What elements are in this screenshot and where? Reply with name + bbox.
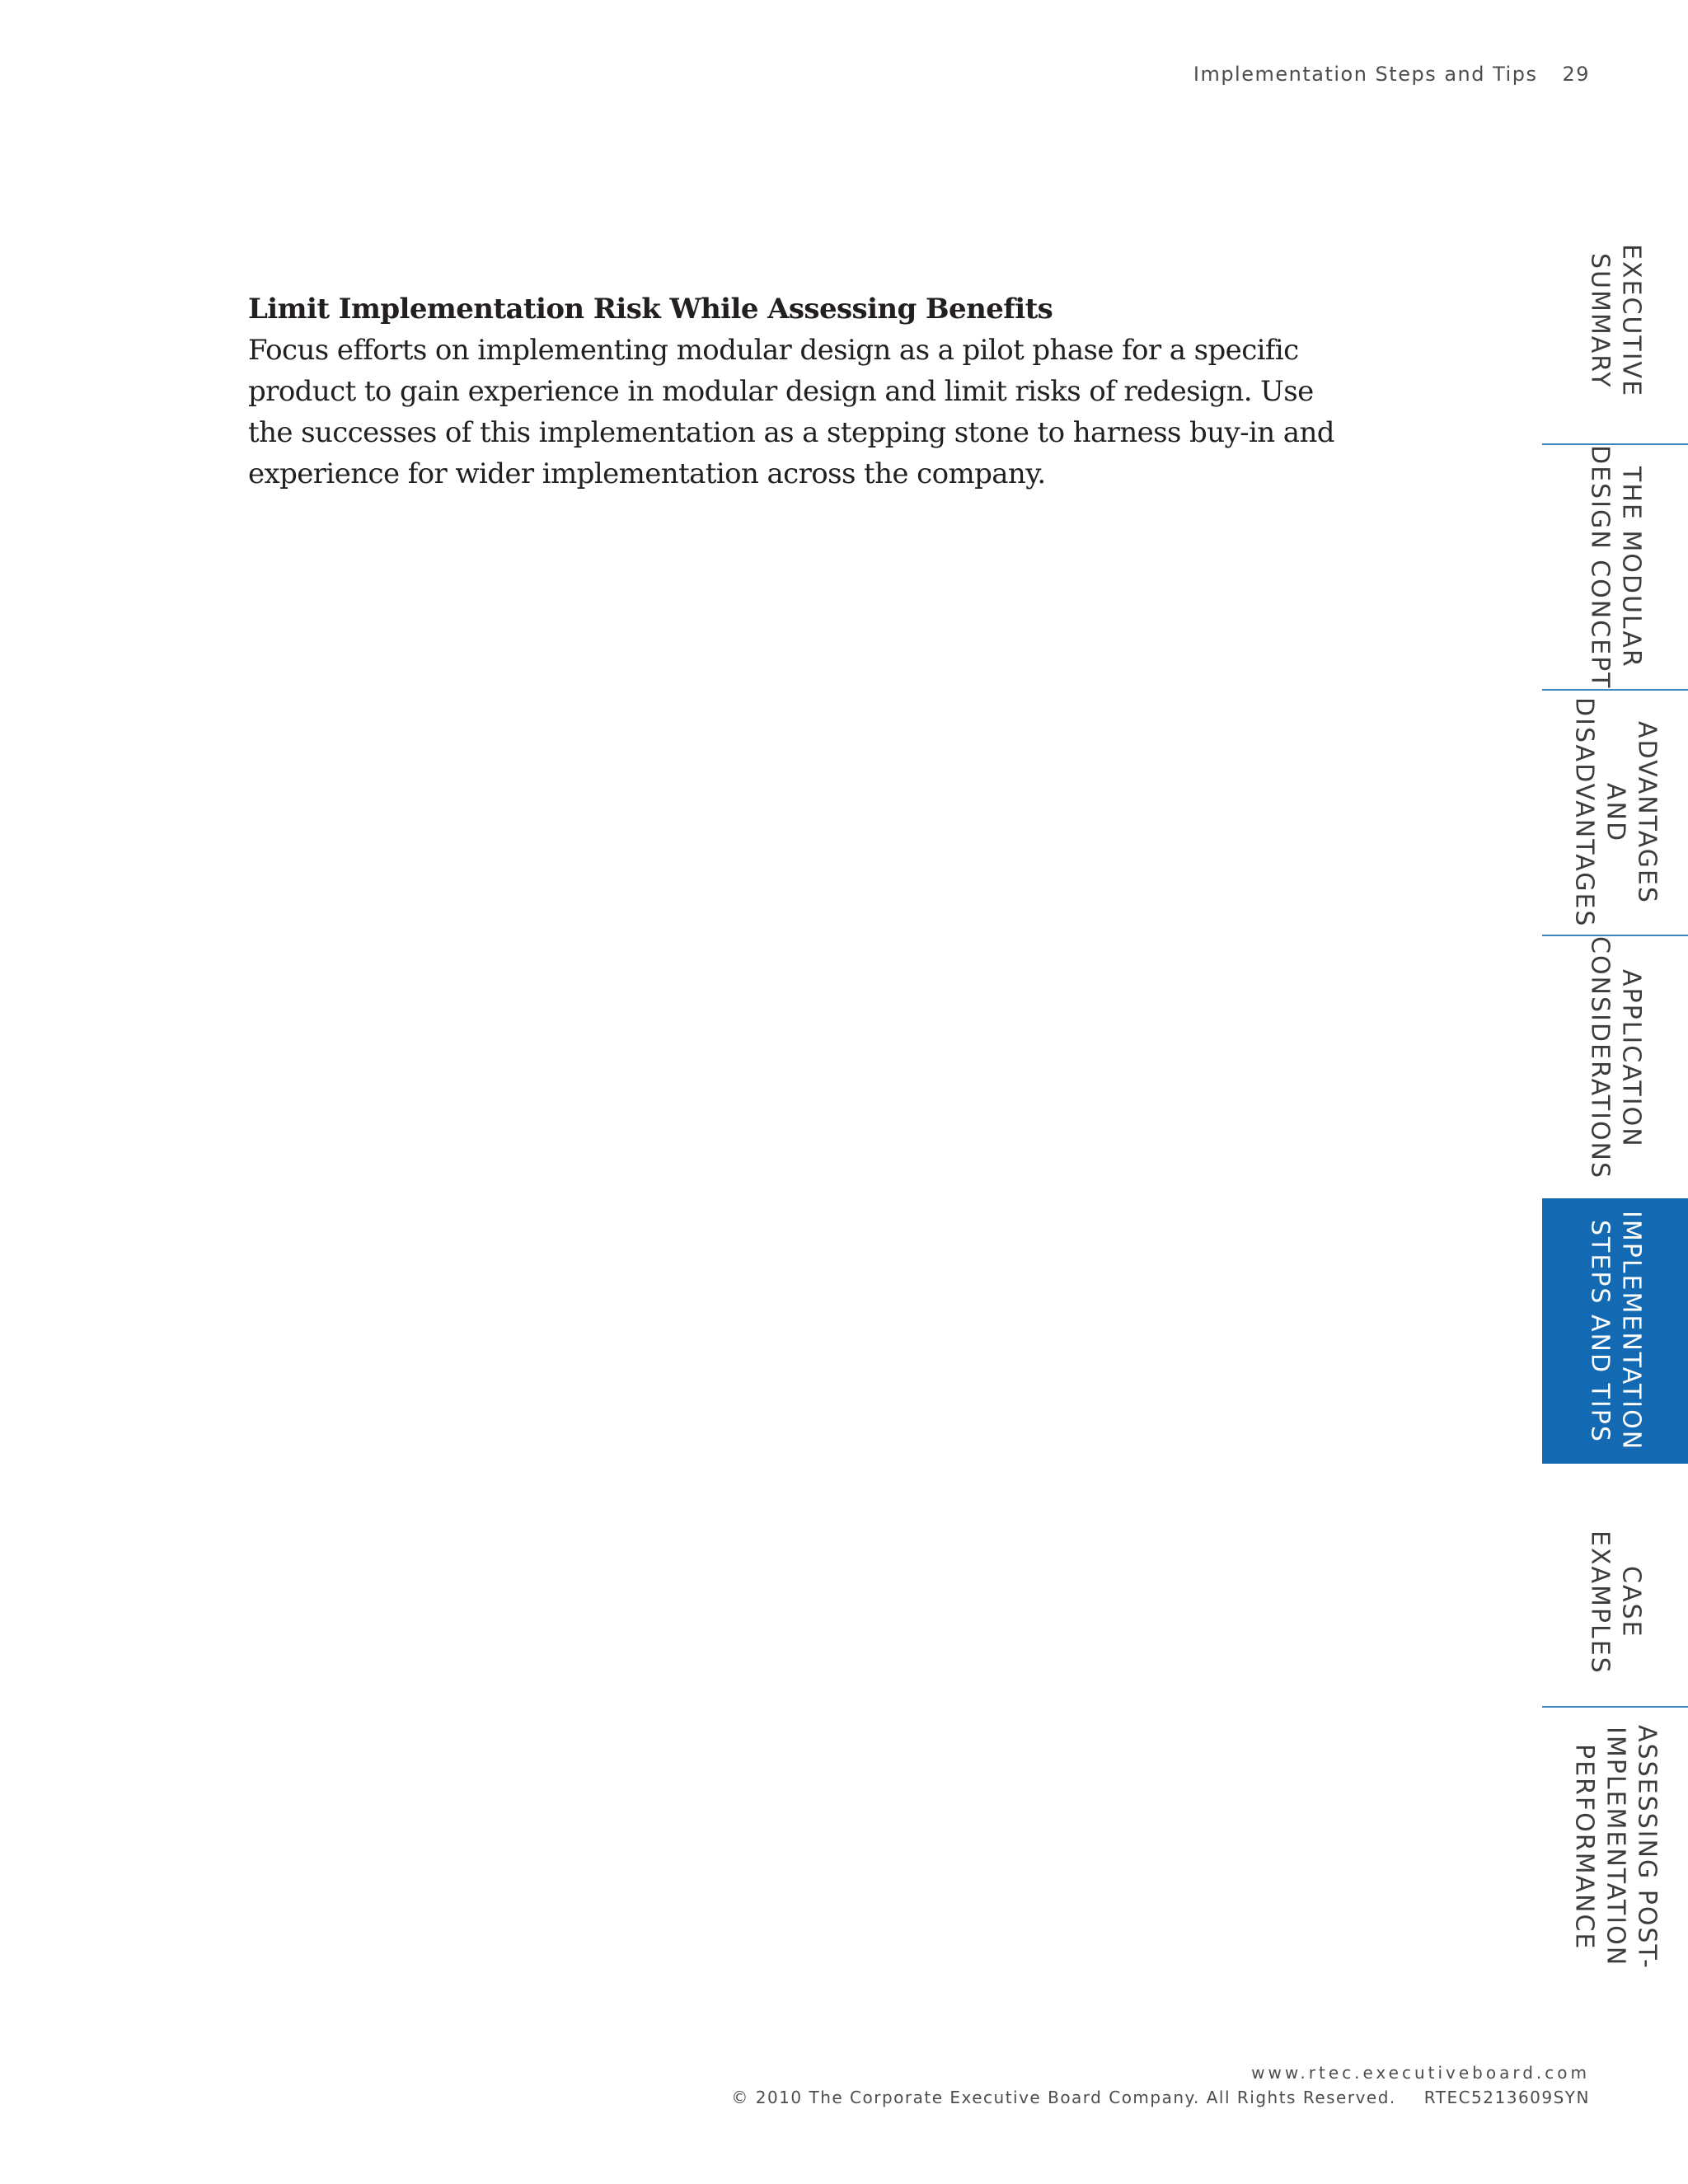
tab-advantages-and-disadvantages[interactable] (1542, 689, 1688, 935)
tab-label: EXECUTIVE SUMMARY (1585, 243, 1646, 398)
page-footer (731, 2060, 1590, 2110)
tab-label: CASE EXAMPLES (1585, 1530, 1646, 1675)
tab-label: APPLICATION CONSIDERATIONS (1585, 936, 1646, 1180)
tab-label: THE MODULAR DESIGN CONCEPT (1585, 444, 1646, 690)
page-number: 29 (1562, 63, 1590, 86)
running-section-title: Implementation Steps and Tips (1193, 63, 1538, 86)
section-heading: Limit Implementation Risk While Assessing Benefits (248, 293, 1053, 326)
document-code: RTEC5213609SYN (1423, 2088, 1590, 2107)
tab-case-examples[interactable] (1542, 1464, 1688, 1741)
tab-label: ASSESSING POST- IMPLEMENTATION PERFORMANCE (1569, 1724, 1662, 1970)
tab-executive-summary[interactable] (1542, 198, 1688, 443)
tab-implementation-steps-and-tips[interactable] (1542, 1198, 1688, 1464)
page-header (1193, 63, 1590, 86)
tab-label: ADVANTAGES AND DISADVANTAGES (1569, 697, 1662, 928)
section-side-nav (1542, 198, 1688, 1986)
tab-application-considerations[interactable] (1542, 935, 1688, 1180)
tab-assessing-post-implementation-performance[interactable] (1542, 1706, 1688, 1986)
footer-legal-line (731, 2085, 1590, 2110)
footer-url[interactable]: www.rtec.executiveboard.com (1251, 2063, 1590, 2083)
section-body: Focus efforts on implementing modular design as a pilot phase for a specific product to gain experience in modular design and limit risks of redesign. Use the successes of this implementation as a stepping stone to harness buy-in and experience for wider implementation across the company. (248, 334, 1334, 490)
tab-label: IMPLEMENTATION STEPS AND TIPS (1585, 1211, 1646, 1451)
tab-the-modular-design-concept[interactable] (1542, 443, 1688, 689)
copyright-notice: © 2010 The Corporate Executive Board Company. All Rights Reserved. (731, 2088, 1396, 2107)
main-content (248, 288, 1353, 494)
